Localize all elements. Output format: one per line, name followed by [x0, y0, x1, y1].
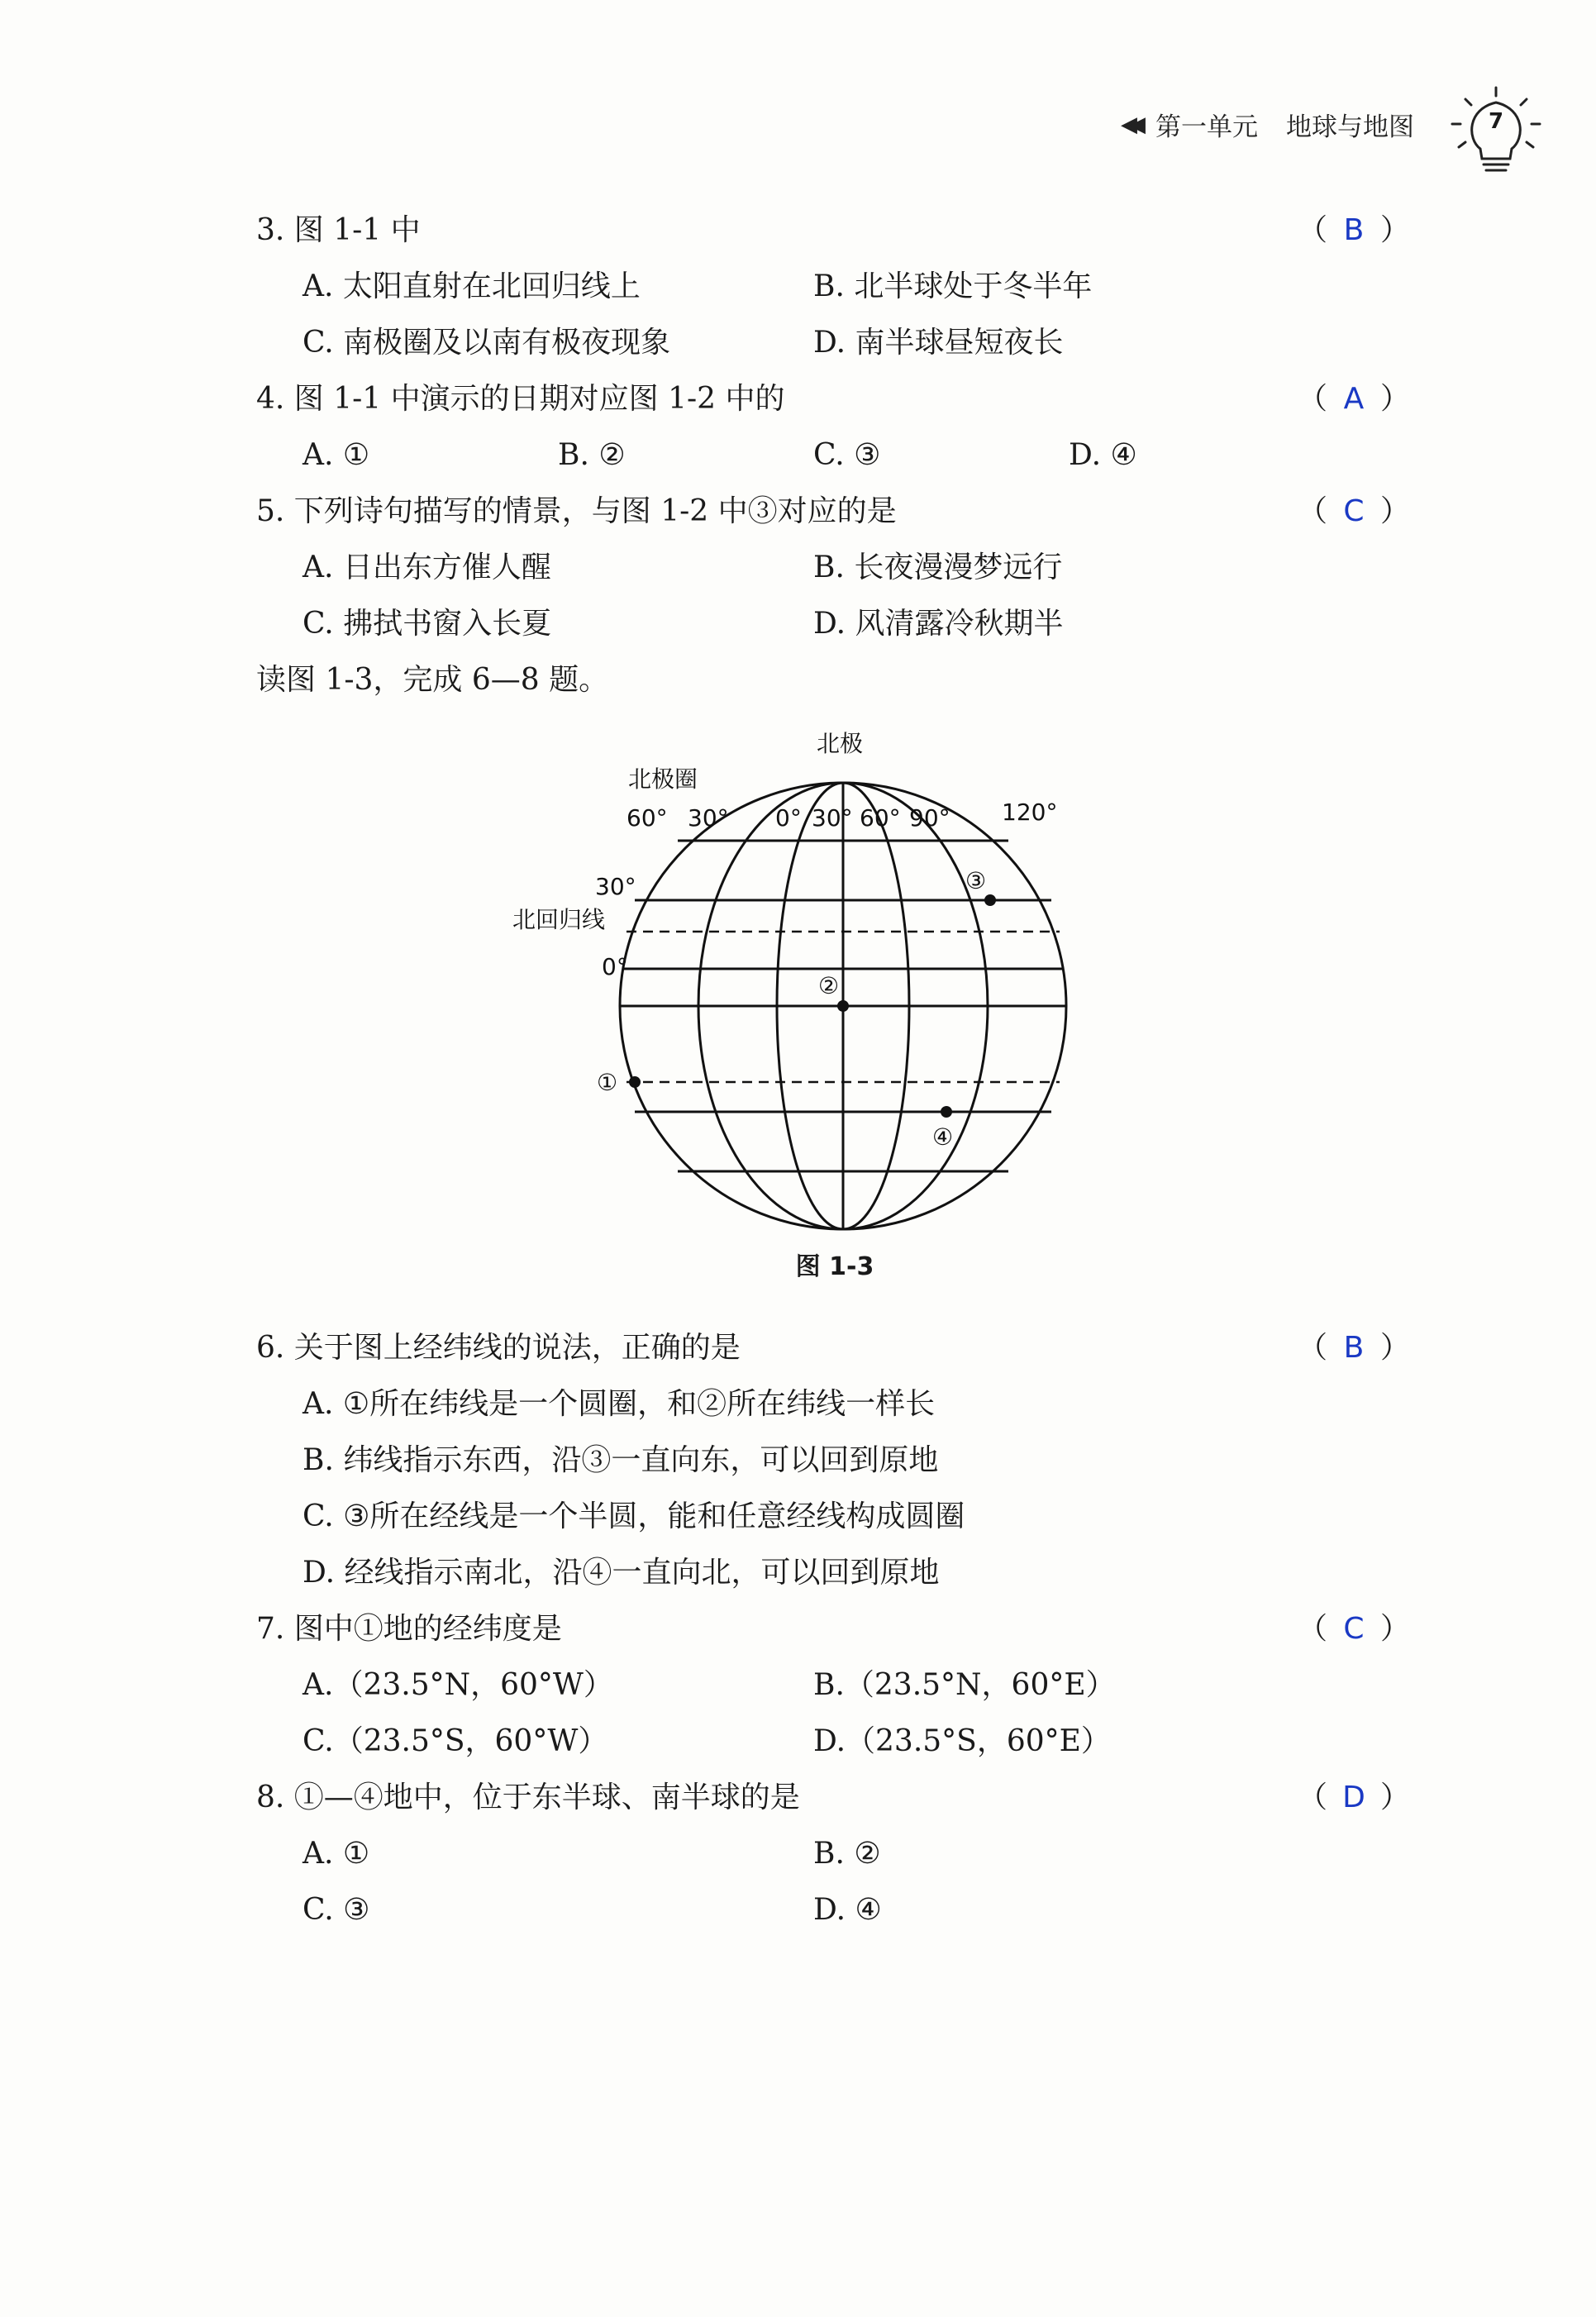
label-lon-120e: 120° — [1002, 799, 1058, 826]
question-7-options-row — [256, 1714, 1413, 1770]
figure-caption: 图 1-3 — [795, 1252, 874, 1281]
question-4-options-row — [256, 427, 1413, 484]
option-d: D.（23.5°S，60°E） — [813, 1724, 1111, 1758]
label-tropic-cancer: 北回归线 — [512, 906, 606, 933]
answer-4: A — [1343, 382, 1368, 416]
option-c: C. 南极圈及以南有极夜现象 — [303, 326, 671, 360]
label-north-pole: 北极 — [817, 730, 864, 757]
question-5-stem: 5. 下列诗句描写的情景，与图 1-2 中③对应的是 （ C ） — [256, 484, 1413, 540]
topic-label: 地球与地图 — [1286, 112, 1414, 142]
answer-7: C — [1343, 1612, 1368, 1646]
question-8-options-row — [256, 1826, 1413, 1882]
answer-6: B — [1343, 1331, 1368, 1365]
answer-bracket: （ B ） — [1298, 1320, 1413, 1376]
label-lat-0: 0° — [602, 953, 628, 980]
option-b: B.（23.5°N，60°E） — [813, 1668, 1116, 1702]
label-lon-0: 0° — [775, 804, 802, 832]
point-4-marker — [941, 1106, 952, 1118]
answer-bracket: （ D ） — [1298, 1770, 1413, 1826]
question-8-stem: 8. ①—④地中，位于东半球、南半球的是 （ D ） — [256, 1770, 1413, 1826]
label-point-2: ② — [818, 972, 840, 999]
option-a: A.（23.5°N，60°W） — [303, 1668, 613, 1702]
option-a: A. 太阳直射在北回归线上 — [303, 269, 641, 303]
question-3-options-row — [256, 315, 1413, 371]
option-d: D. ④ — [1069, 438, 1137, 472]
page-number: 7 — [1488, 109, 1504, 134]
question-4-stem: 4. 图 1-1 中演示的日期对应图 1-2 中的 （ A ） — [256, 371, 1413, 427]
option-d: D. 经线指示南北，沿④一直向北，可以回到原地 — [303, 1556, 940, 1590]
option-b: B. 北半球处于冬半年 — [813, 269, 1093, 303]
lightbulb-icon — [1447, 84, 1545, 182]
option-d: D. ④ — [813, 1893, 882, 1927]
question-content — [256, 203, 1413, 1938]
option-a: A. ① — [303, 438, 370, 472]
label-lat-30: 30° — [595, 873, 636, 900]
question-7-stem: 7. 图中①地的经纬度是 （ C ） — [256, 1601, 1413, 1657]
option-d: D. 风清露冷秋期半 — [813, 607, 1064, 641]
back-arrow-icon: ◀◀ — [1121, 112, 1137, 137]
option-c: C. ③ — [813, 438, 881, 472]
figure-1-3 — [256, 708, 1413, 1320]
question-7-options-row — [256, 1657, 1413, 1714]
point-1-marker — [629, 1076, 641, 1088]
label-lon-90e: 90° — [909, 804, 950, 832]
point-3-marker — [984, 894, 996, 906]
label-arctic-circle: 北极圈 — [628, 765, 698, 793]
option-b: B. ② — [558, 438, 626, 472]
answer-bracket: （ C ） — [1298, 484, 1413, 540]
label-point-3: ③ — [965, 867, 987, 894]
label-lon-60e: 60° — [860, 804, 901, 832]
label-point-1: ① — [597, 1069, 618, 1096]
option-b: B. 纬线指示东西，沿③一直向东，可以回到原地 — [303, 1443, 939, 1477]
answer-8: D — [1342, 1781, 1369, 1814]
label-lon-60w: 60° — [626, 804, 668, 832]
question-3-stem: 3. 图 1-1 中 （ B ） — [256, 203, 1413, 259]
option-a: A. 日出东方催人醒 — [303, 551, 551, 584]
option-c: C. ③所在经线是一个半圆，能和任意经线构成圆圈 — [303, 1499, 965, 1533]
option-c: C. 拂拭书窗入长夏 — [303, 607, 552, 641]
reading-intro: 读图 1-3，完成 6—8 题。 — [256, 663, 609, 697]
question-3-options-row — [256, 259, 1413, 315]
label-lon-30w: 30° — [688, 804, 729, 832]
option-a: A. ① — [303, 1837, 370, 1871]
label-point-4: ④ — [932, 1123, 954, 1151]
label-lon-30e: 30° — [812, 804, 853, 832]
option-c: C. ③ — [303, 1893, 370, 1927]
question-8-options-row — [256, 1882, 1413, 1938]
question-6-stem: 6. 关于图上经纬线的说法，正确的是 （ B ） — [256, 1320, 1413, 1376]
option-b: B. ② — [813, 1837, 881, 1871]
option-b: B. 长夜漫漫梦远行 — [813, 551, 1063, 584]
answer-5: C — [1343, 494, 1368, 528]
answer-bracket: （ A ） — [1298, 371, 1413, 427]
option-c: C.（23.5°S，60°W） — [303, 1724, 608, 1758]
question-5-options-row — [256, 540, 1413, 596]
answer-bracket: （ B ） — [1298, 203, 1413, 259]
unit-label: 第一单元 — [1155, 112, 1258, 142]
answer-3: B — [1343, 213, 1368, 247]
globe-diagram — [496, 708, 1124, 1237]
page-header — [1121, 106, 1414, 143]
answer-bracket: （ C ） — [1298, 1601, 1413, 1657]
point-2-marker — [837, 1000, 849, 1012]
option-d: D. 南半球昼短夜长 — [813, 326, 1064, 360]
question-5-options-row — [256, 596, 1413, 652]
option-a: A. ①所在纬线是一个圆圈，和②所在纬线一样长 — [303, 1387, 936, 1421]
